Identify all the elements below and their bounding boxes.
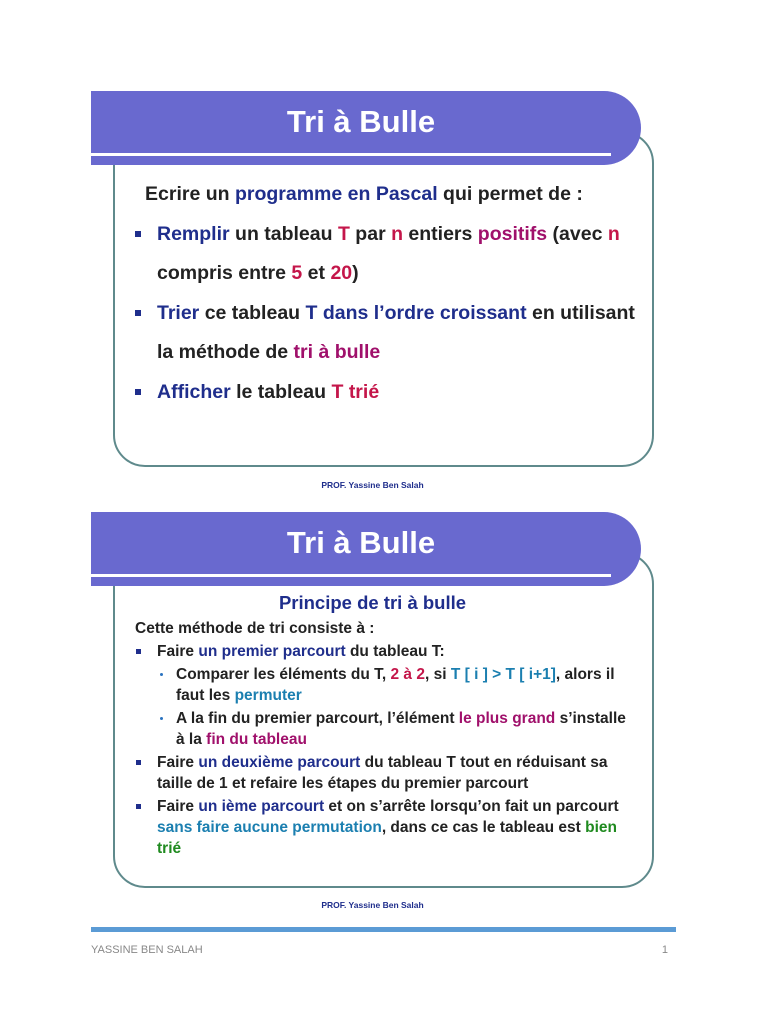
slide-2-bullet-run: un ième parcourt <box>198 798 325 815</box>
slide-2-bullet-run: bien trié <box>157 819 618 857</box>
slide-1-intro-run: programme en Pascal <box>234 183 438 205</box>
slide-2-sub-bullet-run: , alors il faut les <box>176 666 615 704</box>
slide-2-intro <box>135 618 632 639</box>
slide-1-title: Tri à Bulle <box>286 104 436 139</box>
slide-1-bullet-run: T trié <box>331 380 380 403</box>
slide-2-bullet-run: Faire <box>157 754 199 771</box>
slide-1-intro-run: qui permet de : <box>437 183 583 205</box>
slide-2-sub-bullet <box>135 708 632 750</box>
slide-1-bullet-run: n <box>391 222 403 245</box>
slide-1-bullet-run: et <box>302 262 331 284</box>
slide-2-bullet-run: et on s’arrête lorsqu’on fait un parcourt <box>324 798 619 815</box>
slide-2-bullet-run: sans faire aucune permutation <box>157 819 382 836</box>
slide-2-bullet-run: du tableau T tout en réduisant sa taille de 1 et refaire les étapes du premier parcourt <box>157 754 608 792</box>
slide-2-subtitle: Principe de tri à bulle <box>278 592 467 613</box>
slide-1-bullet-run: Remplir <box>157 222 230 245</box>
footer-divider <box>91 927 676 932</box>
slide-1-title-rule <box>91 153 611 156</box>
slide-2-sub-bullet-run: fin du tableau <box>206 731 307 748</box>
slide-2-content <box>135 618 632 859</box>
slide-1-intro <box>133 175 636 215</box>
slide-2-bullet-run: du tableau T: <box>345 643 445 660</box>
slide-2-bullet-run: un deuxième parcourt <box>198 754 361 771</box>
slide-2-bullet <box>135 796 632 859</box>
slide-2-bullet-run: , dans ce cas le tableau est <box>381 819 586 836</box>
slide-1-bullet-run: entiers <box>403 222 478 245</box>
slide-2-item-list <box>135 641 632 859</box>
slide-2-bullet <box>135 752 632 794</box>
slide-2-sub-bullet-run: permuter <box>234 687 302 704</box>
footer-author: YASSINE BEN SALAH <box>91 944 203 956</box>
slide-2-bullet-run: Faire <box>157 798 199 815</box>
slide-2-sub-bullet-run: 2 à 2 <box>390 666 425 683</box>
slide-1-bullet-run: en utilisant la méthode de <box>157 301 635 363</box>
slide-2-title-rule <box>91 574 611 577</box>
slide-1-bullet-run: ce tableau <box>199 301 306 324</box>
slide-2-banner <box>91 512 641 586</box>
footer-page-number: 1 <box>661 944 668 956</box>
slide-1-bullet <box>133 215 636 294</box>
slide-1-bullet-run: positifs <box>477 222 548 245</box>
slide-1-bullet-run: n <box>607 222 620 245</box>
slide-1-bullet-run: compris entre <box>157 262 292 284</box>
slide-2-sub-bullet-run: s’installe à la <box>176 710 626 748</box>
slide-2-bullet-run: un premier parcourt <box>198 643 346 660</box>
slide-2-sub-bullet-run: T [ i ] > T [ i+1] <box>450 666 556 683</box>
slide-2-sub-bullet-run: Comparer les éléments du T, <box>176 666 391 683</box>
slide-1-bullet-run: tri à bulle <box>293 341 381 363</box>
slide-1-bullet <box>133 373 636 413</box>
slide-1-bullet-run: (avec <box>547 222 608 245</box>
slide-1-intro-run: Ecrire un <box>145 183 235 205</box>
slide-1-content <box>133 175 636 412</box>
slide-2-bullet-run: Faire <box>157 643 199 660</box>
slide-1-bullet-run: T <box>337 222 350 245</box>
slide-1-credit: PROF. Yassine Ben Salah <box>321 480 424 490</box>
slide-2-credit: PROF. Yassine Ben Salah <box>321 900 424 910</box>
slide-2-sub-bullet <box>135 664 632 706</box>
slide-2-sub-bullet-run: le plus grand <box>458 710 556 727</box>
slide-1-bullet-run: Afficher <box>157 380 231 403</box>
slide-2-bullet <box>135 641 632 662</box>
slide-1-bullet-run: le tableau <box>230 380 332 403</box>
slide-1-banner <box>91 91 641 165</box>
slide-1-bullet-run: 20 <box>330 262 353 284</box>
slide-2 <box>91 512 654 888</box>
slide-1-bullet <box>133 294 636 373</box>
slide-1-bullet-run: Trier <box>157 301 200 324</box>
slide-1-bullet-run: 5 <box>291 262 303 284</box>
slide-1-bullet-run: ) <box>352 262 359 284</box>
slide-2-sub-bullet-run: , si <box>424 666 451 683</box>
slide-1-bullet-run: par <box>349 222 392 245</box>
slide-2-title: Tri à Bulle <box>286 525 436 560</box>
slide-1 <box>91 91 654 467</box>
slide-1-bullet-run: T dans l’ordre croissant <box>305 301 527 324</box>
slide-2-sub-bullet-run: A la fin du premier parcourt, l’élément <box>176 710 459 727</box>
slide-2-intro-run: Cette méthode de tri consiste à : <box>135 620 375 637</box>
slide-1-bullet-run: un tableau <box>229 222 338 245</box>
slide-1-bullet-list <box>133 215 636 413</box>
